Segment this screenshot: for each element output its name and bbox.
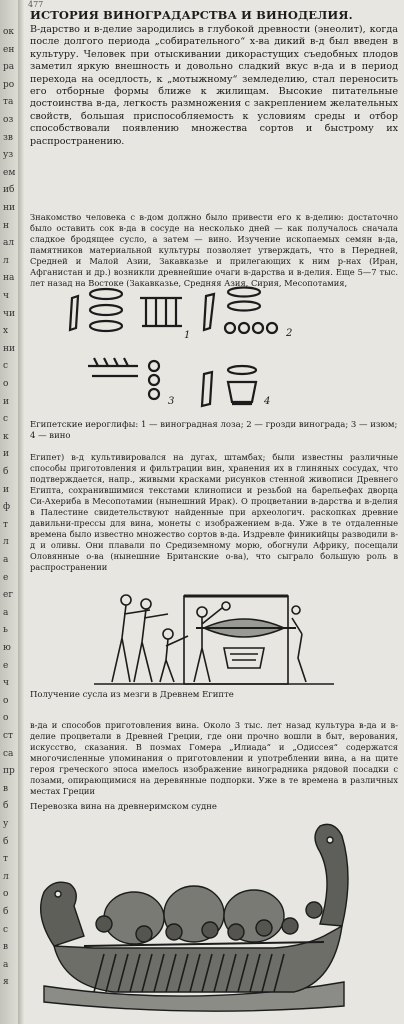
left-page-fragment: чи (3, 308, 15, 319)
hieroglyphs-caption: Египетские иероглифы: 1 — виноградная лоза; 2 — грозди винограда; 3 — изюм; 4 — вино (30, 420, 398, 441)
left-page-fragment: л (3, 871, 9, 882)
glyph-label-3: 3 (168, 396, 175, 407)
ship-caption: Перевозка вина на древнеримском судне (30, 802, 217, 812)
left-page-fragment: с (3, 414, 9, 425)
left-page-fragment: о (3, 379, 9, 389)
roman-ship-illustration (24, 796, 354, 1018)
left-page-fragment: о (3, 695, 9, 706)
left-page-fragment: ро (3, 79, 15, 90)
left-page-fragment: я (3, 977, 9, 988)
left-page-fragment: ен (3, 44, 15, 55)
left-page-fragment: о (3, 713, 9, 724)
left-page-fragment: ч (3, 291, 9, 301)
left-page-fragment: пр (3, 766, 15, 777)
left-page-fragment: са (3, 748, 14, 759)
left-page-fragment: е (3, 572, 9, 583)
left-page-fragment: уз (3, 150, 14, 161)
left-page-fragment: ни (3, 203, 15, 213)
left-page-fragment: ф (3, 502, 11, 513)
left-page-fragment: ни (3, 343, 15, 354)
glyph-label-1: 1 (184, 330, 191, 341)
left-page-fragment: ра (3, 62, 15, 73)
left-page-fragment: в (3, 783, 9, 794)
glyph-label-2: 2 (286, 328, 293, 339)
left-page-fragment: б (3, 907, 9, 917)
paragraph-origins: Знакомство человека с в-дом должно было привести его к в-делию: достаточно было оставить сок в-да в сосуде на несколько дней — как получалось сначала сладкое бродящее сусло, а затем — вино. Изучение ископаемых семян в-да, памятников материальной культуры позволяет утверждать, что в Передней, Средней и Малой Азии, Закавказье и прилегающих к ним р-нах (Иран, Афганистан и др.) возникли древнейшие очаги в-дарства и в-делия. Еще 5—7 тыс. лет назад на Востоке (Закавказье, Средняя Азия, Сирия, Месопотамия, (30, 212, 398, 288)
left-page-fragment: б (3, 467, 9, 477)
left-page-fragment: на (3, 273, 15, 284)
left-page-fragment: т (3, 519, 8, 530)
left-page-fragment: ем (3, 167, 16, 178)
left-page-fragment: та (3, 97, 14, 108)
page-number: 477 (28, 0, 44, 9)
intro-paragraph: В-дарство и в-делие зародились в глубокой древности (энеолит), когда после долгого периода „собирательного“ х-ва дикий в-д был введен в культуру. Человек при отыскивании дикорастущих съедобных плодов заметил яркую внешность и довольно сладкий вкус в-да и в период перехода на оседлость, к „мотыжному“ земледелию, стал переносить его отборные формы ближе к жилищам. Высокие питательные достоинства в-да, легкость размножения с закреплением желательных свойств, большая приспособляемость к условиям среды и отбор способствовали появлению множества сортов и быстрому их распространению. (30, 24, 398, 147)
left-page-fragment: л (3, 255, 9, 266)
left-page-fragment: иб (3, 185, 15, 196)
left-page-fragment: а (3, 959, 9, 970)
left-page-fragment: ег (3, 590, 14, 601)
left-page-fragment: т (3, 854, 8, 865)
left-page-fragment: о (3, 889, 9, 900)
left-page-fragment: б (3, 801, 9, 812)
book-page (24, 0, 404, 1024)
left-page-edge (0, 0, 19, 1024)
left-page-fragment: к (3, 431, 9, 442)
left-page-fragment: с (3, 361, 9, 372)
left-page-fragment: в (3, 942, 9, 953)
left-page-fragment: у (3, 819, 9, 829)
left-page-fragment: с (3, 924, 9, 935)
left-page-fragment: и (3, 449, 9, 460)
left-page-fragment: ок (3, 27, 15, 37)
left-page-fragment: н (3, 220, 9, 231)
left-page-fragment: ал (3, 238, 15, 249)
left-page-fragment: л (3, 537, 9, 548)
paragraph-egypt: Египет) в-д культивировался на дугах, штамбах; были известны различные способы приготовления и фильтрации вин, хранения их в глиняных сосудах, что подтверждается, напр., живыми красками рисунков стенной живописи Древнего Египта, сохранившимися текстами клинописи и резьбой на барельефах дворца Си-Ахериба в Месопотамии (нынешний Ирак). О процветании в-дарства и в-делия в Палестине свидетельствуют найденные при археологич. раскопках древние давильни-прессы для вина, монеты с изображением в-да. Уже в те отдаленные времена было известно множество сортов в-да. Издревле финикийцы разводили в-д и оливы. Они плавали по Средиземному морю, обогнули Африку, посещали Оловянные о-ва (нынешние Британские о-ва), что сыграло большую роль в распространении (30, 452, 398, 572)
left-page-fragment: х (3, 326, 9, 337)
left-page-fragment: ч (3, 678, 9, 689)
left-page-fragment: е (3, 660, 9, 671)
left-page-fragment: оз (3, 115, 14, 125)
left-page-fragment: ь (3, 625, 8, 636)
hieroglyphs-illustration (64, 280, 364, 415)
left-page-fragment: ю (3, 643, 11, 653)
left-page-fragment: и (3, 396, 9, 407)
press-caption: Получение сусла из мезги в Древнем Египте (30, 690, 234, 700)
paragraph-greece: в-да и способов приготовления вина. Около 3 тыс. лет назад культура в-да и в-делие процветали в Древней Греции, где они прочно вошли в быт, верования, искусство, сказания. В поэмах Гомера „Илиада“ и „Одиссея“ содержатся многочисленные упоминания о приготовлении и употреблении вина, а на щите героя греческого эпоса имелось изображение виноградника рядовой посадки с лозами, опирающимися на деревянные подпорки. Уже в те времена в различных местах Греции (30, 720, 398, 796)
glyph-label-4: 4 (264, 396, 271, 407)
left-page-fragment: б (3, 836, 9, 847)
left-page-fragment: и (3, 484, 9, 495)
left-page-fragment: зв (3, 132, 13, 143)
left-page-fragment: а (3, 607, 9, 618)
left-page-fragment: ст (3, 731, 14, 741)
egyptian-press-illustration (84, 588, 344, 688)
article-title: ИСТОРИЯ ВИНОГРАДАРСТВА И ВИНОДЕЛИЯ. (30, 8, 353, 22)
left-page-fragment: а (3, 555, 9, 565)
